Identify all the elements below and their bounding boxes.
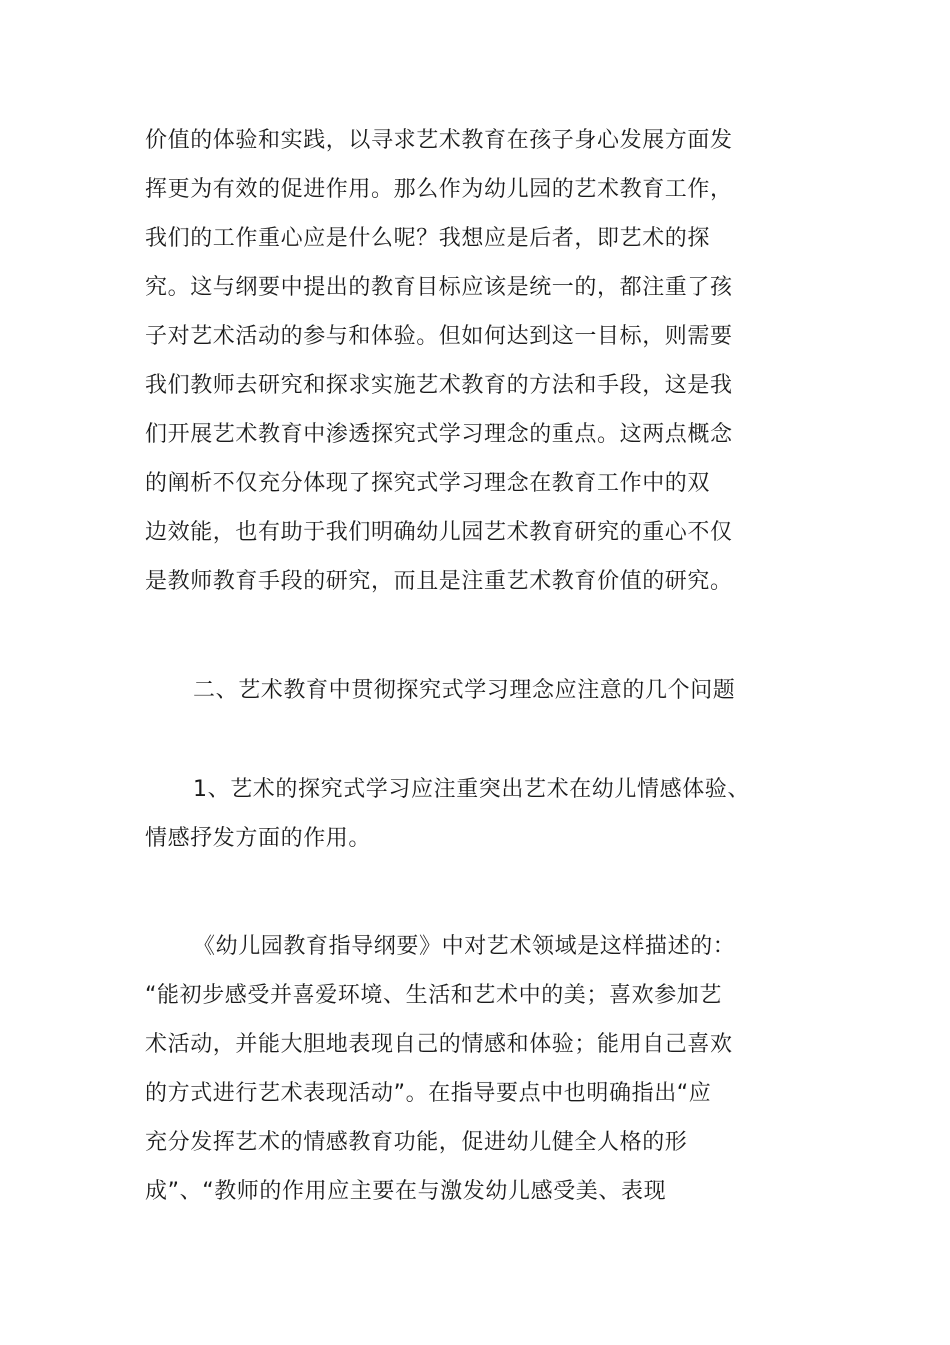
- text-line: 术活动，并能大胆地表现自己的情感和体验；能用自己喜欢: [145, 1032, 733, 1057]
- text-line: 子对艺术活动的参与和体验。但如何达到这一目标，则需要: [145, 324, 733, 349]
- text-line: 价值的体验和实践，以寻求艺术教育在孩子身心发展方面发: [145, 128, 733, 153]
- text-line: 是教师教育手段的研究，而且是注重艺术教育价值的研究。: [145, 569, 733, 594]
- text-line: 《幼儿园教育指导纲要》中对艺术领域是这样描述的：: [193, 934, 736, 959]
- text-line: 们开展艺术教育中渗透探究式学习理念的重点。这两点概念: [145, 422, 733, 447]
- text-line: 我们教师去研究和探求实施艺术教育的方法和手段，这是我: [145, 373, 733, 398]
- text-line: 我们的工作重心应是什么呢？我想应是后者，即艺术的探: [145, 226, 711, 251]
- item-heading: 1、艺术的探究式学习应注重突出艺术在幼儿情感体验、: [193, 777, 750, 802]
- text-line: 挥更为有效的促进作用。那么作为幼儿园的艺术教育工作，: [145, 177, 733, 202]
- text-line: 成”、“教师的作用应主要在与激发幼儿感受美、表现: [145, 1179, 667, 1204]
- item-heading-continuation: 情感抒发方面的作用。: [145, 826, 372, 851]
- section-heading: 二、艺术教育中贯彻探究式学习理念应注意的几个问题: [193, 678, 736, 703]
- text-line: 的方式进行艺术表现活动”。在指导要点中也明确指出“应: [145, 1081, 712, 1106]
- text-line: 的阐析不仅充分体现了探究式学习理念在教育工作中的双: [145, 471, 711, 496]
- text-line: 究。这与纲要中提出的教育目标应该是统一的，都注重了孩: [145, 275, 733, 300]
- text-line: 边效能，也有助于我们明确幼儿园艺术教育研究的重心不仅: [145, 520, 733, 545]
- text-line: “能初步感受并喜爱环境、生活和艺术中的美；喜欢参加艺: [145, 983, 722, 1008]
- text-line: 充分发挥艺术的情感教育功能，促进幼儿健全人格的形: [145, 1130, 688, 1155]
